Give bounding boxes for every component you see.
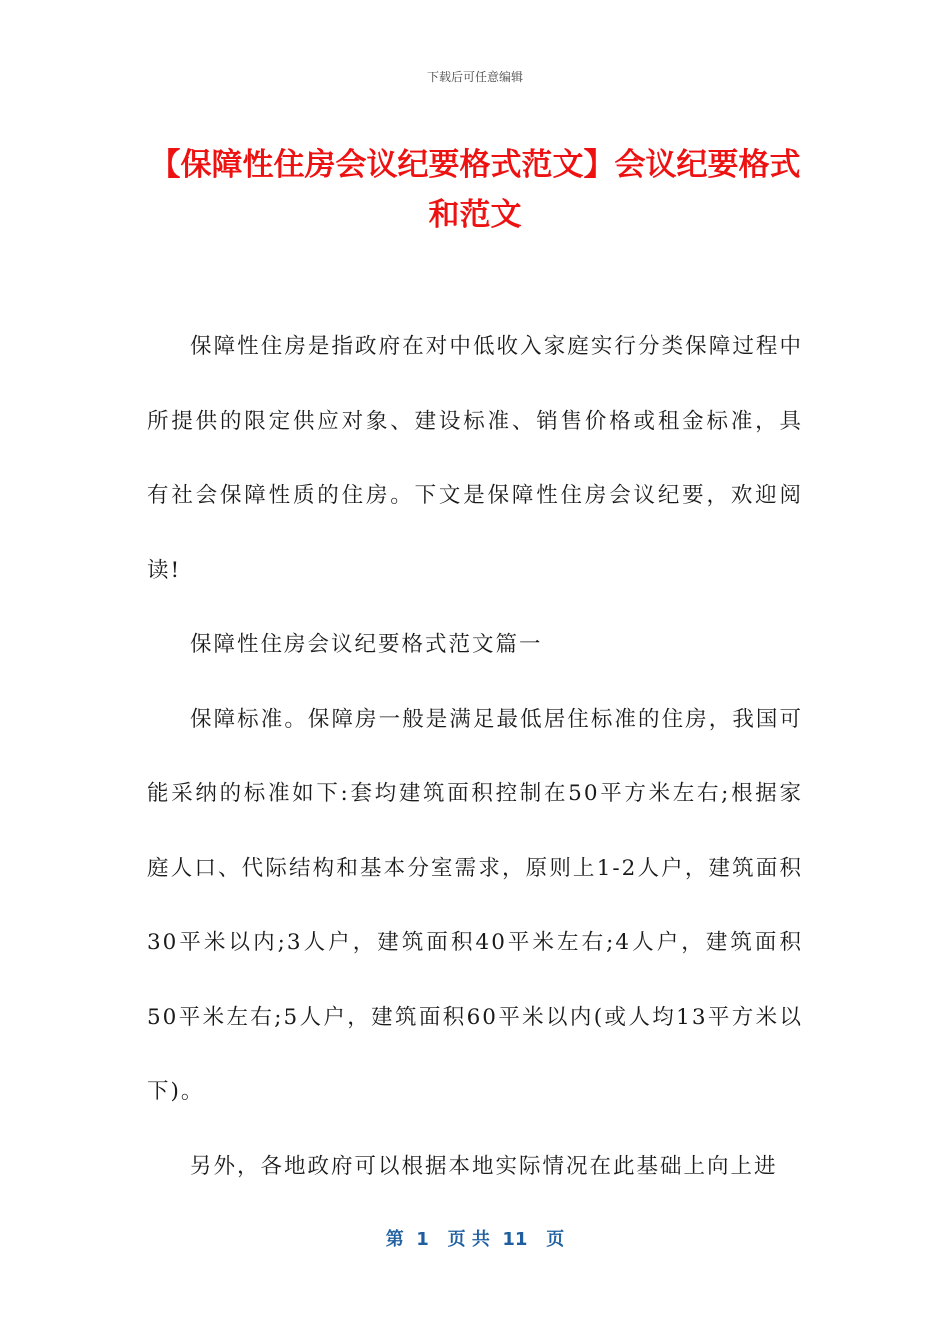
document-body <box>147 310 803 1204</box>
document-title: 【保障性住房会议纪要格式范文】会议纪要格式和范文 <box>149 147 801 233</box>
section-heading: 保障性住房会议纪要格式范文篇一 <box>190 632 543 657</box>
header-note: 下载后可任意编辑 <box>426 70 523 84</box>
paragraph-intro: 保障性住房是指政府在对中低收入家庭实行分类保障过程中所提供的限定供应对象、建设标准、销售价格或租金标准，具有社会保障性质的住房。下文是保障性住房会议纪要，欢迎阅读! <box>147 334 803 583</box>
page-number-footer: 第 1 页 共 11 页 <box>385 1229 565 1250</box>
paragraph-additional: 另外，各地政府可以根据本地实际情况在此基础上向上进 <box>190 1153 778 1179</box>
paragraph-standards: 保障标准。保障房一般是满足最低居住标准的住房，我国可能采纳的标准如下:套均建筑面积控制在50平方米左右;根据家庭人口、代际结构和基本分室需求，原则上1-2人户，建筑面积30平米以内;3人户，建筑面积40平米左右;4人户，建筑面积50平米左右;5人户，建筑面积60平米以内(或人均13平方米以下)。 <box>147 706 803 1104</box>
